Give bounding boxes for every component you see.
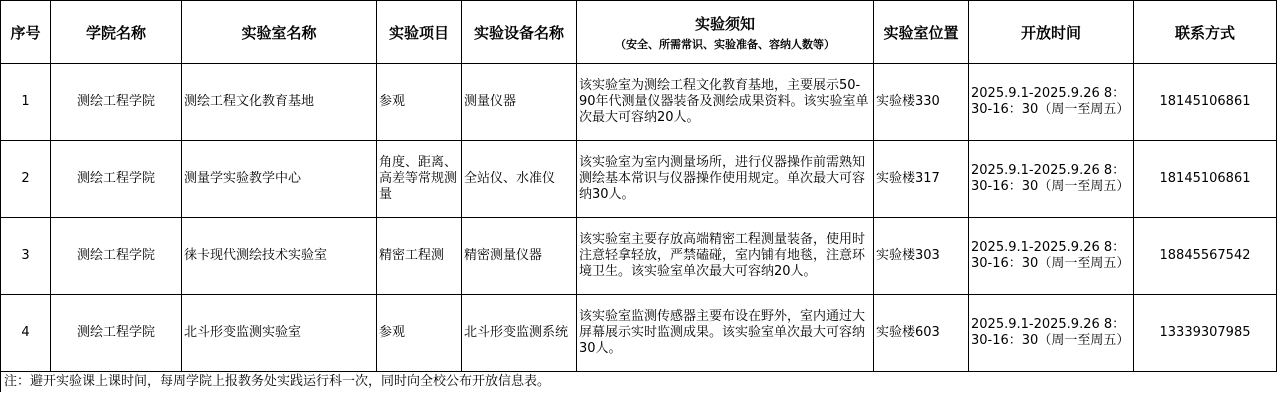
cell-college: 测绘工程学院: [51, 141, 182, 218]
cell-open-time: 2025.9.1-2025.9.26 8：30-16：30（周一至周五）: [969, 295, 1134, 372]
table-row: [1, 295, 1277, 372]
cell-equipment: 测量仪器: [462, 64, 577, 141]
cell-notice: 该实验室为测绘工程文化教育基地，主要展示50-90年代测量仪器装备及测绘成果资料。该实验室单次最大可容纳20人。: [577, 64, 874, 141]
cell-equipment: 全站仪、水准仪: [462, 141, 577, 218]
cell-notice: 该实验室监测传感器主要布设在野外，室内通过大屏幕展示实时监测成果。该实验室单次最大可容纳30人。: [577, 295, 874, 372]
table-row: [1, 141, 1277, 218]
cell-location: 实验楼330: [874, 64, 969, 141]
cell-location: 实验楼317: [874, 141, 969, 218]
cell-contact: 13339307985: [1134, 295, 1277, 372]
cell-contact: 18145106861: [1134, 64, 1277, 141]
cell-lab-name: 北斗形变监测实验室: [182, 295, 377, 372]
footnote-row: [1, 372, 1277, 393]
cell-equipment: 精密测量仪器: [462, 218, 577, 295]
cell-contact: 18845567542: [1134, 218, 1277, 295]
cell-equipment: 北斗形变监测系统: [462, 295, 577, 372]
cell-seq: 4: [1, 295, 51, 372]
header-equipment: 实验设备名称: [462, 1, 577, 64]
header-notice-subtitle: （安全、所需常识、实验准备、容纳人数等）: [615, 37, 835, 51]
cell-lab-name: 测量学实验教学中心: [182, 141, 377, 218]
cell-seq: 3: [1, 218, 51, 295]
cell-location: 实验楼303: [874, 218, 969, 295]
table-row: [1, 64, 1277, 141]
cell-location: 实验楼603: [874, 295, 969, 372]
cell-lab-name: 测绘工程文化教育基地: [182, 64, 377, 141]
cell-college: 测绘工程学院: [51, 295, 182, 372]
cell-seq: 2: [1, 141, 51, 218]
header-lab-name: 实验室名称: [182, 1, 377, 64]
cell-project: 精密工程测: [377, 218, 462, 295]
header-college: 学院名称: [51, 1, 182, 64]
header-project: 实验项目: [377, 1, 462, 64]
header-notice-title: 实验须知: [694, 14, 755, 33]
cell-project: 参观: [377, 64, 462, 141]
cell-open-time: 2025.9.1-2025.9.26 8：30-16：30（周一至周五）: [969, 141, 1134, 218]
cell-open-time: 2025.9.1-2025.9.26 8：30-16：30（周一至周五）: [969, 64, 1134, 141]
header-location: 实验室位置: [874, 1, 969, 64]
header-notice: [577, 1, 874, 64]
cell-college: 测绘工程学院: [51, 64, 182, 141]
cell-notice: 该实验室主要存放高端精密工程测量装备，使用时注意轻拿轻放，严禁磕碰，室内铺有地毯，注意环境卫生。该实验室单次最大可容纳20人。: [577, 218, 874, 295]
header-row: [1, 1, 1277, 64]
cell-seq: 1: [1, 64, 51, 141]
cell-open-time: 2025.9.1-2025.9.26 8：30-16：30（周一至周五）: [969, 218, 1134, 295]
cell-college: 测绘工程学院: [51, 218, 182, 295]
header-seq: 序号: [1, 1, 51, 64]
cell-project: 参观: [377, 295, 462, 372]
header-open-time: 开放时间: [969, 1, 1134, 64]
cell-contact: 18145106861: [1134, 141, 1277, 218]
footnote: 注：避开实验课上课时间，每周学院上报教务处实践运行科一次，同时向全校公布开放信息表。: [1, 372, 1277, 393]
cell-lab-name: 徕卡现代测绘技术实验室: [182, 218, 377, 295]
cell-notice: 该实验室为室内测量场所，进行仪器操作前需熟知测绘基本常识与仪器操作使用规定。单次最大可容纳30人。: [577, 141, 874, 218]
header-contact: 联系方式: [1134, 1, 1277, 64]
cell-project: 角度、距离、高差等常规测量: [377, 141, 462, 218]
table-row: [1, 218, 1277, 295]
